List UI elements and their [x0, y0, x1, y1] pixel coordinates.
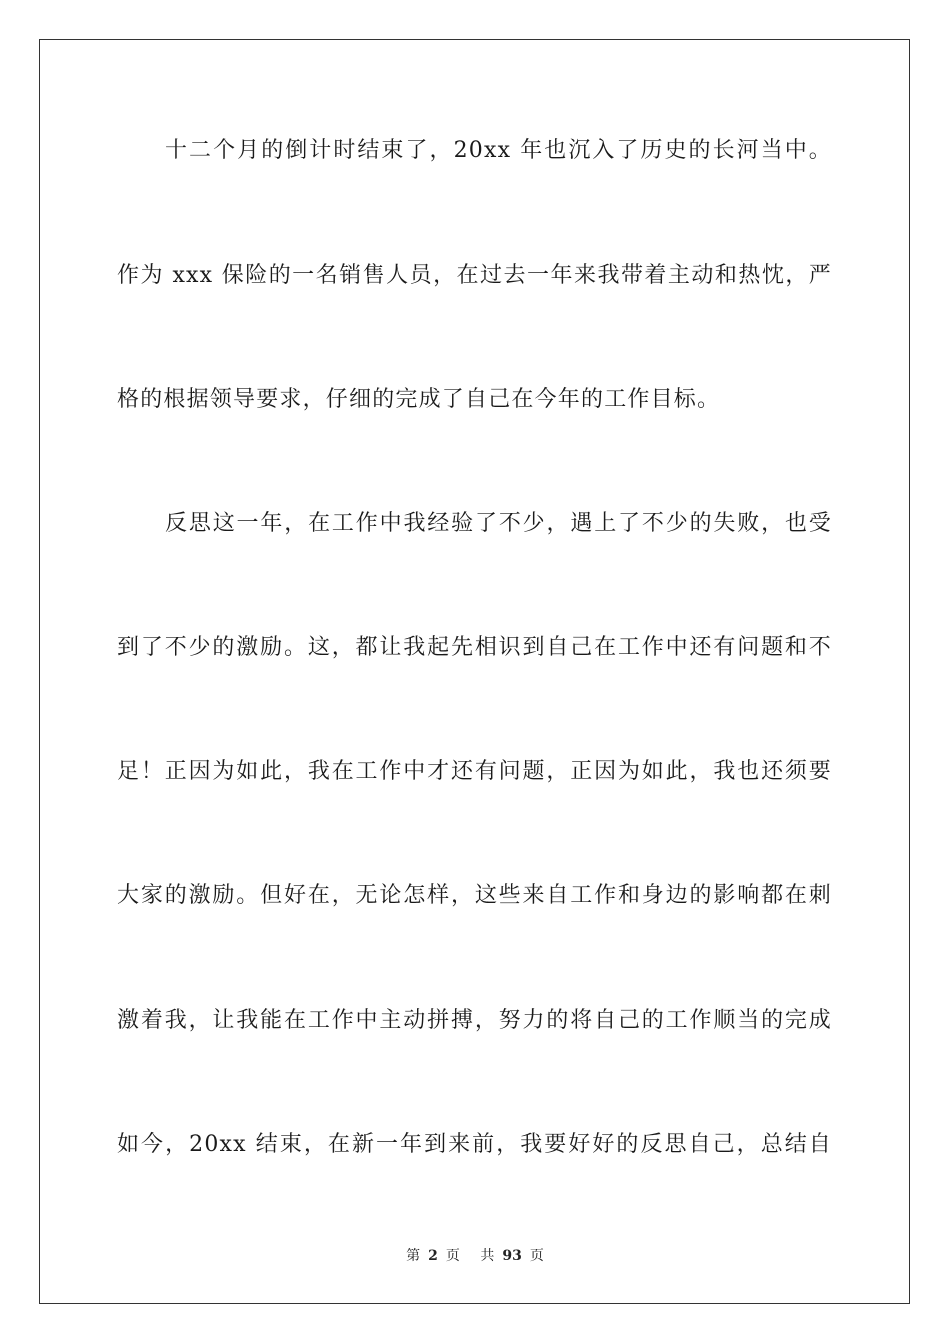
- paragraph-3-line-1: 如今，20xx 结束，在新一年到来前，我要好好的反思自己，总结自: [117, 1132, 832, 1157]
- page-suffix: 页: [445, 1248, 460, 1264]
- page-prefix: 第: [406, 1248, 421, 1264]
- total-suffix: 页: [529, 1248, 544, 1264]
- paragraph-2-line-5: 激着我，让我能在工作中主动拼搏，努力的将自己的工作顺当的完成: [117, 1008, 832, 1033]
- total-indicator: [476, 1248, 547, 1264]
- paragraph-2-line-3: 足！正因为如此，我在工作中才还有问题，正因为如此，我也还须要: [117, 759, 832, 784]
- total-pages: 93: [502, 1248, 522, 1264]
- total-prefix: 共: [480, 1248, 495, 1264]
- page-indicator: [402, 1248, 464, 1264]
- page-footer: [0, 1246, 950, 1266]
- page-frame: [39, 39, 910, 1304]
- paragraph-2-line-2: 到了不少的激励。这，都让我起先相识到自己在工作中还有问题和不: [117, 635, 832, 660]
- paragraph-2-line-1: 反思这一年，在工作中我经验了不少，遇上了不少的失败，也受: [165, 511, 832, 536]
- paragraph-2-line-4: 大家的激励。但好在，无论怎样，这些来自工作和身边的影响都在刺: [117, 883, 832, 908]
- paragraph-1-line-1: 十二个月的倒计时结束了，20xx 年也沉入了历史的长河当中。: [165, 138, 832, 163]
- page-number: 2: [428, 1248, 438, 1264]
- paragraph-1-line-2: 作为 xxx 保险的一名销售人员，在过去一年来我带着主动和热忱，严: [117, 263, 832, 288]
- paragraph-1-line-3: 格的根据领导要求，仔细的完成了自己在今年的工作目标。: [117, 387, 721, 412]
